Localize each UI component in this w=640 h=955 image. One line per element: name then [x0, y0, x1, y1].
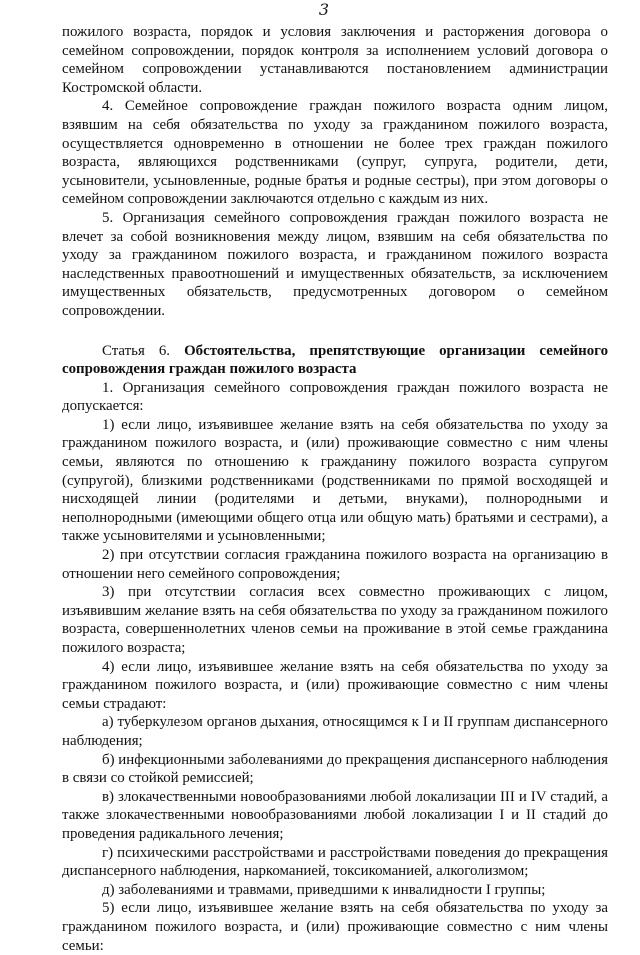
paragraph: 4. Семейное сопровождение граждан пожилого возраста одним лицом, взявшим на себя обязательства по уходу за гражданином пожилого возраста, осуществляется одновременно в отношении не более трех граждан пожилого возраста, являющихся родственниками (супруг, супруга, родители, дети, усыновители, усыновленные, родные братья и родные сестры), при этом договоры о семейном сопровождении заключаются отдельно с каждым из них.: [62, 98, 608, 208]
article-label: Статья 6.: [102, 342, 171, 359]
article-heading: [62, 342, 608, 379]
list-item: а) туберкулезом органов дыхания, относящимся к I и II группам диспансерного наблюдения;: [62, 714, 608, 749]
list-item: 1. Организация семейного сопровождения граждан пожилого возраста не допускается:: [62, 379, 608, 415]
paragraph: пожилого возраста, порядок и условия заключения и расторжения договора о семейном сопровождении, порядок контроля за исполнением условий договора о семейном сопровождении устанавливаются постановлением администрации Костромской области.: [62, 24, 608, 96]
list-item: г) психическими расстройствами и расстройствами поведения до прекращения диспансерного наблюдения, наркоманией, токсикоманией, алкоголизмом;: [62, 844, 608, 880]
document-body: [62, 23, 608, 955]
list-item: 3) при отсутствии согласия всех совместно проживающих с лицом, изъявившим желание взять на себя обязательства по уходу за гражданином пожилого возраста, совершеннолетних членов семьи на проживание в этой семье гражданина пожилого возраста;: [62, 584, 608, 656]
list-item: б) инфекционными заболеваниями до прекращения диспансерного наблюдения в связи со стойкой ремиссией;: [62, 751, 608, 787]
list-item: д) заболеваниями и травмами, приведшими к инвалидности I группы;: [102, 881, 546, 898]
list-item: 5) если лицо, изъявившее желание взять на себя обязательства по уходу за гражданином пожилого возраста, и (или) проживающие совместно с ним члены семьи:: [62, 900, 608, 954]
list-item: 1) если лицо, изъявившее желание взять на себя обязательства по уходу за гражданином пожилого возраста, и (или) проживающие совместно с ним члены семьи, являются по отношению к гражданину пожилого возраста супругом (супругой), близкими родственниками (родственниками по прямой восходящей и нисходящей линии (родителями и детьми, внуками), полнородными и неполнородными (имеющими общего отца или общую мать) братьями и сестрами), а также усыновителями и усыновленными;: [62, 416, 608, 545]
article-title: Обстоятельства, препятствующие организации семейного сопровождения граждан пожилого возраста: [62, 342, 609, 378]
spacer: [62, 321, 608, 342]
list-item: 4) если лицо, изъявившее желание взять на себя обязательства по уходу за гражданином пожилого возраста, и (или) проживающие совместно с ним члены семьи страдают:: [62, 658, 608, 712]
paragraph: 5. Организация семейного сопровождения граждан пожилого возраста не влечет за собой возникновения между лицом, взявшим на себя обязательства по уходу за гражданином пожилого возраста, и гражданином пожилого возраста наследственных правоотношений и имущественных обязательств, за исключением имущественных обязательств, предусмотренных договором о семейном сопровождении.: [62, 209, 608, 319]
list-item: 2) при отсутствии согласия гражданина пожилого возраста на организацию в отношении него семейного сопровождения;: [62, 547, 608, 582]
list-item: в) злокачественными новообразованиями любой локализации III и IV стадий, а также злокачественными новообразованиями любой локализации I и II стадий до проведения радикального лечения;: [62, 788, 608, 842]
page-number: 3: [318, 0, 330, 19]
